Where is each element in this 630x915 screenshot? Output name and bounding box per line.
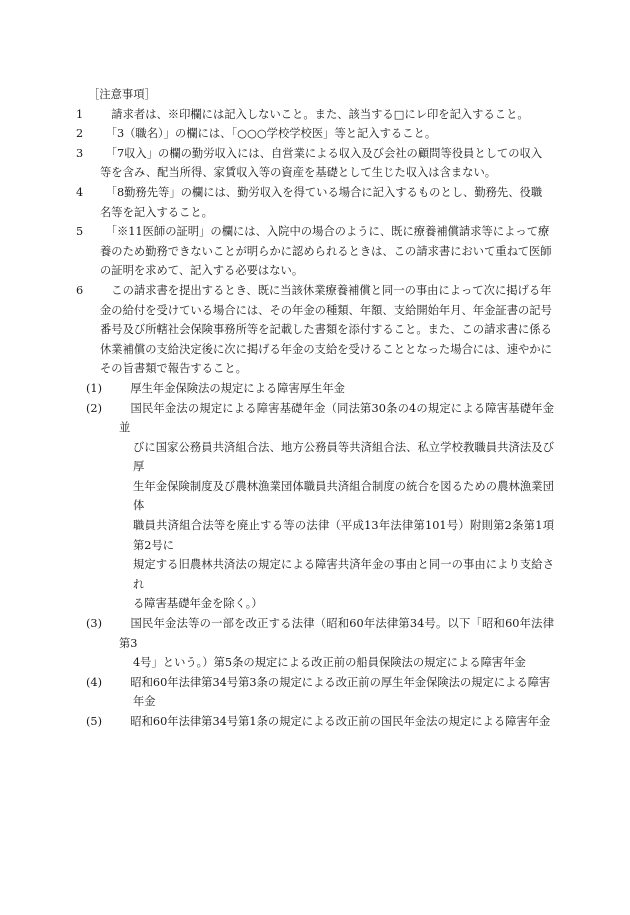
note-line: 養のため勤務できないことが明らかに認められるときは、この請求書において重ねて医師	[100, 244, 552, 258]
note-line: 請求者は、※印欄には記入しないこと。また、該当する□にレ印を記入すること。	[100, 107, 529, 121]
note-item-4	[76, 183, 554, 222]
note-line: 「3（職名）」の欄には、「○○○学校学校医」等と記入すること。	[100, 127, 437, 141]
subitem-line: 厚生年金保険法の規定による障害厚生年金	[119, 381, 345, 395]
subitem-number: (1)	[86, 381, 103, 395]
note-number: 4	[76, 185, 84, 199]
pension-subitem-2	[84, 399, 554, 615]
note-line: この請求書を提出するとき、既に当該休業療養補償と同一の事由によって次に掲げる年	[100, 283, 552, 297]
subitem-line: 年金	[133, 695, 156, 709]
note-line: 金の給付を受けている場合には、その年金の種類、年額、支給開始年月、年金証書の記号	[100, 303, 552, 317]
note-line: 「7収入」の欄の勤労収入には、自営業による収入及び会社の顧問等役員としての収入	[100, 146, 543, 160]
pension-subitem-1	[84, 379, 554, 399]
subitem-number: (2)	[86, 401, 103, 415]
subitem-line: 生年金保険制度及び農林漁業団体職員共済組合制度の統合を図るための農林漁業団体	[133, 479, 554, 513]
subitem-number: (5)	[86, 715, 103, 728]
note-line: その旨書類で報告すること。	[100, 362, 247, 376]
note-number: 2	[76, 127, 84, 141]
subitem-line: 国民年金法等の一部を改正する法律（昭和60年法律第34号。以下「昭和60年法律第3	[119, 617, 554, 650]
pension-subitem-3	[84, 614, 554, 673]
note-number: 3	[76, 146, 84, 160]
subitem-line: 職員共済組合法等を廃止する等の法律（平成13年法律第101号）附則第2条第1項第2号に	[133, 519, 554, 552]
subitem-number: (3)	[86, 617, 103, 631]
note-item-1	[76, 105, 554, 125]
note-number: 6	[76, 283, 84, 297]
note-item-5	[76, 222, 554, 281]
subitem-line: びに国家公務員共済組合法、地方公務員等共済組合法、私立学校教職員共済法及び厚	[133, 440, 554, 474]
note-line: 休業補償の支給決定後に次に掲げる年金の支給を受けることとなった場合には、速やかに	[100, 342, 552, 356]
note-line: 番号及び所轄社会保険事務所等を記載した書類を添付すること。また、この請求書に係る	[100, 323, 552, 337]
note-number: 1	[76, 107, 84, 121]
pension-subitem-4	[84, 673, 554, 712]
note-item-2	[76, 124, 554, 144]
subitem-number: (4)	[86, 675, 103, 689]
subitem-line: 国民年金法の規定による障害基礎年金（同法第30条の4の規定による障害基礎年金並	[119, 401, 554, 435]
subitem-line: 4号」という。）第5条の規定による改正前の船員保険法の規定による障害年金	[133, 656, 526, 670]
note-line: 「※11医師の証明」の欄には、入院中の場合のように、既に療養補償請求等によって療	[100, 225, 550, 239]
note-line: の証明を求めて、記入する必要はない。	[100, 264, 304, 278]
note-item-3	[76, 144, 554, 183]
subitem-line: 規定する旧農林共済法の規定による障害共済年金の事由と同一の事由により支給され	[133, 558, 554, 591]
subitem-line: 昭和60年法律第34号第1条の規定による改正前の国民年金法の規定による障害年金	[119, 715, 551, 728]
note-item-6	[76, 281, 554, 379]
note-line: 等を含み、配当所得、家賃収入等の資産を基礎として生じた収入は含まない。	[100, 166, 497, 180]
notes-document	[76, 85, 554, 732]
note-number: 5	[76, 225, 84, 239]
subitem-line: 昭和60年法律第34号第3条の規定による改正前の厚生年金保険法の規定による障害	[119, 675, 551, 689]
pension-subitem-5	[84, 712, 554, 732]
note-line: 「8勤務先等」の欄には、勤労収入を得ている場合に記入するものとし、勤務先、役職	[100, 185, 543, 199]
notes-heading: ［注意事項］	[88, 88, 156, 101]
note-line: 名等を記入すること。	[100, 205, 213, 219]
subitem-line: る障害基礎年金を除く。）	[133, 597, 263, 611]
